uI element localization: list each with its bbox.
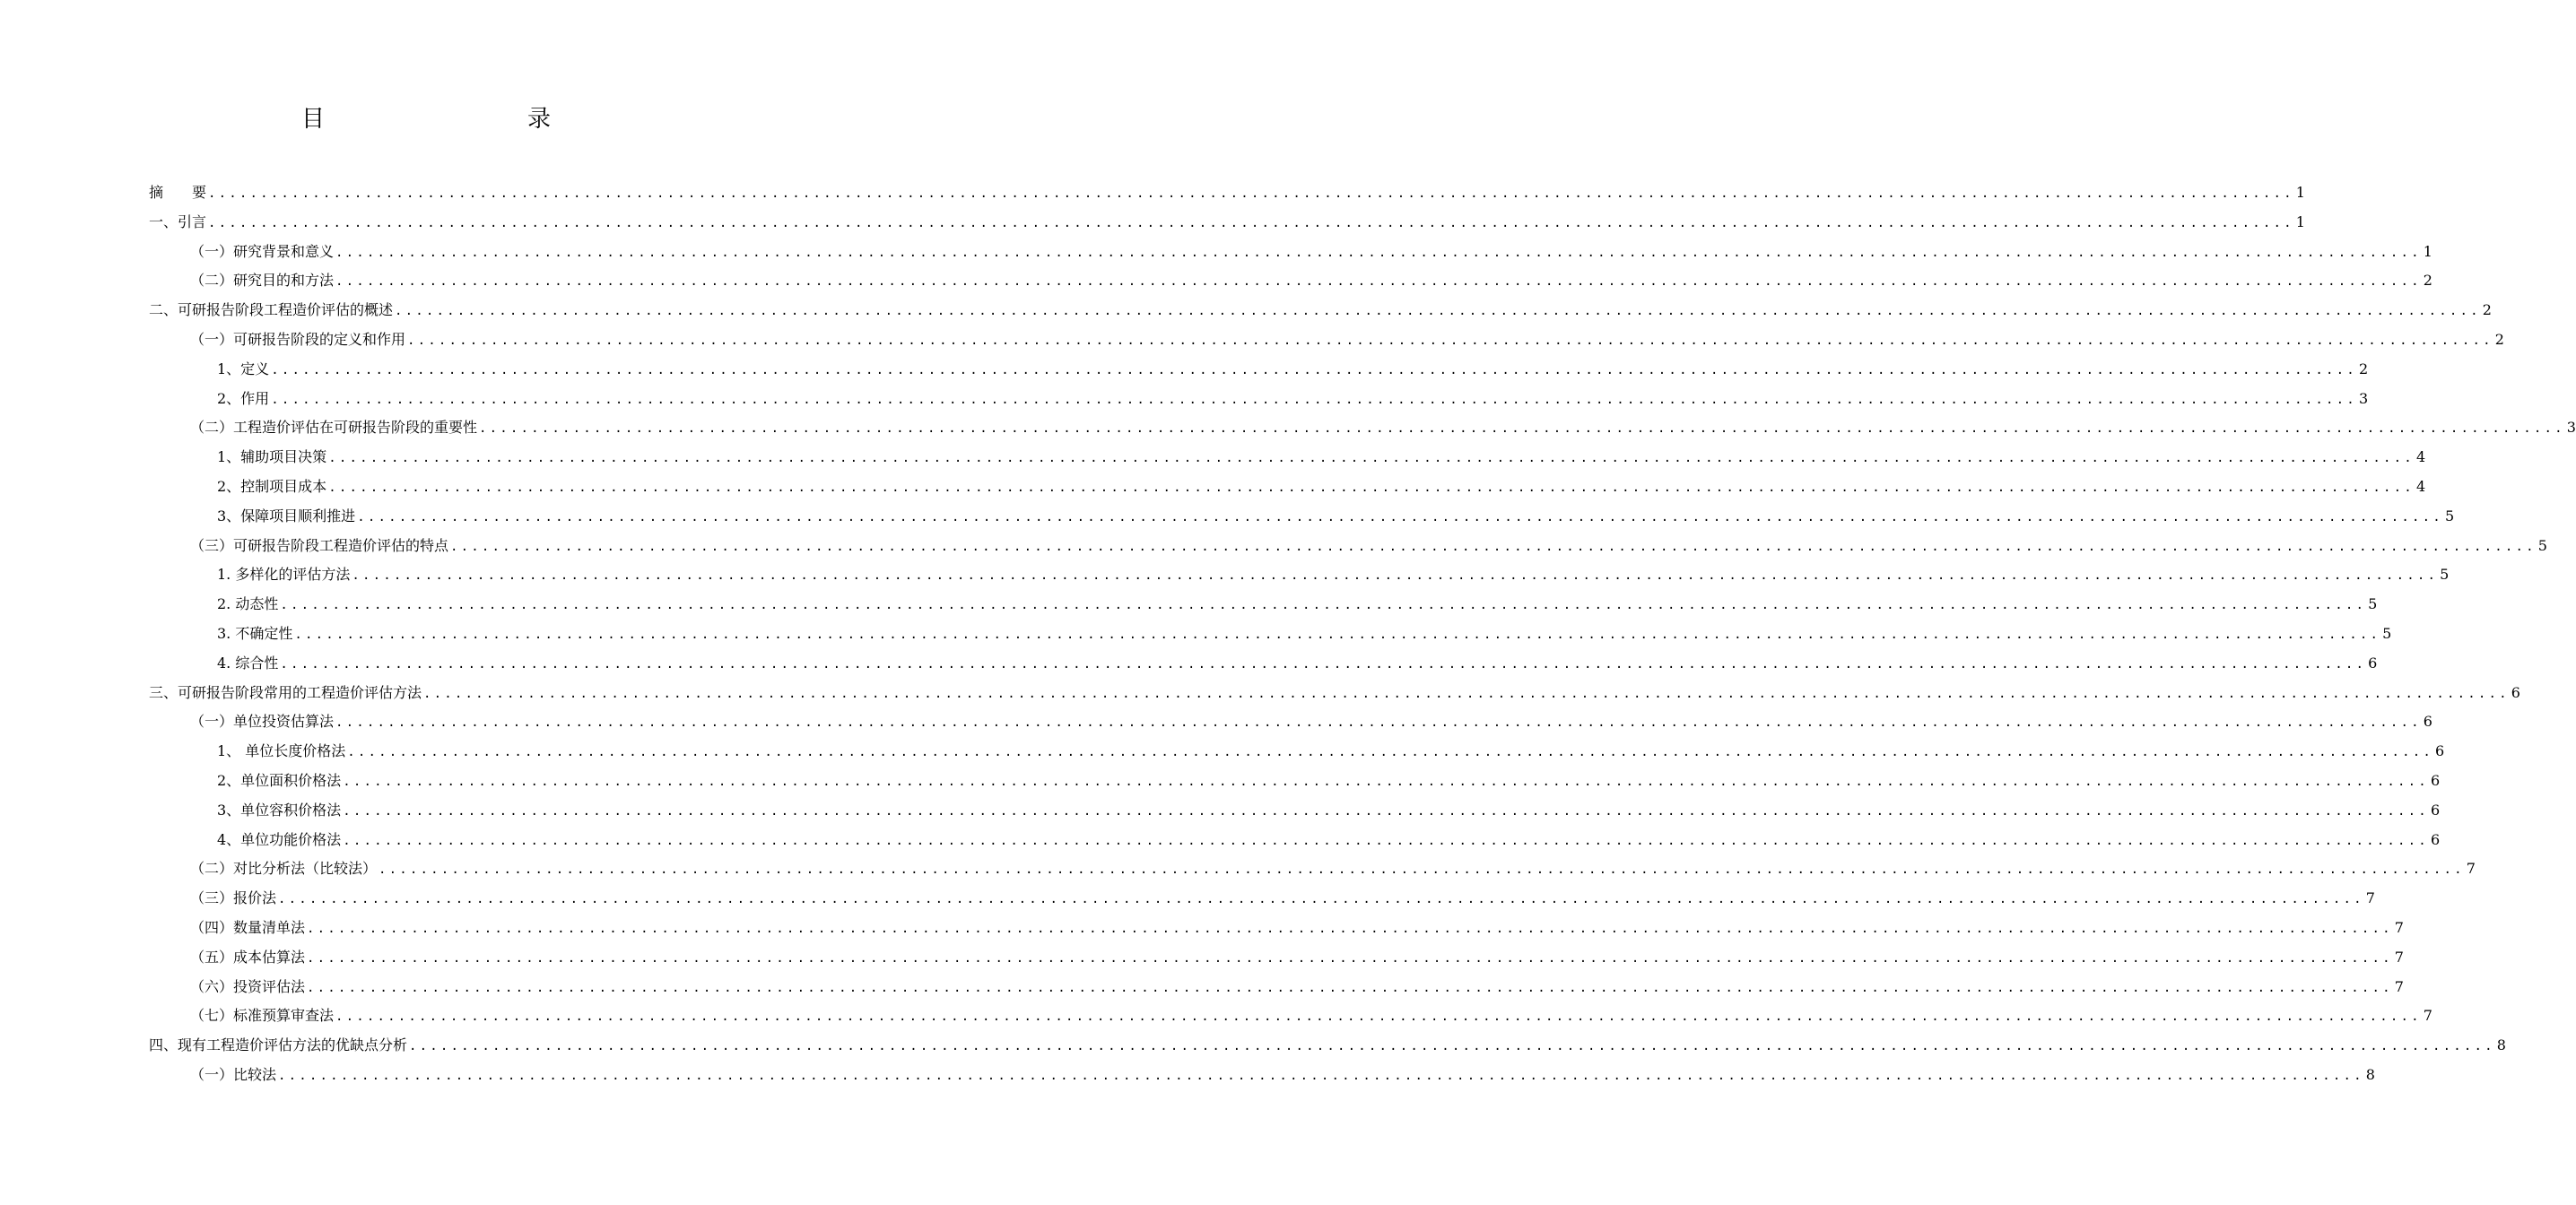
- toc-entry-page: 7: [2394, 948, 2404, 966]
- toc-entry-label: 一、引言: [149, 212, 207, 230]
- toc-entry-label: （五）成本估算法: [190, 948, 306, 966]
- toc-entry-label: （二）对比分析法（比较法）: [190, 860, 378, 878]
- toc-entry[interactable]: [149, 238, 2432, 267]
- toc-entry-page: 1: [2423, 242, 2432, 260]
- toc-leader-dots: ........................................................................................................................................................................................................: [280, 656, 2367, 672]
- toc-entry[interactable]: [149, 355, 2369, 385]
- toc-entry[interactable]: [149, 796, 2441, 826]
- toc-leader-dots: ........................................................................................................................................................................................................: [335, 1010, 2422, 1025]
- toc-entry[interactable]: [149, 826, 2441, 855]
- toc-entry-label: 1. 多样化的评估方法: [217, 566, 351, 584]
- toc-entry[interactable]: [149, 737, 2445, 767]
- toc-entry[interactable]: [149, 767, 2441, 796]
- toc-entry-page: 6: [2423, 713, 2432, 731]
- toc-entry-label: 摘 要: [149, 184, 207, 201]
- toc-entry[interactable]: [149, 502, 2455, 532]
- toc-entry[interactable]: [149, 385, 2369, 414]
- toc-leader-dots: ........................................................................................................................................................................................................: [343, 833, 2429, 848]
- toc-leader-dots: ........................................................................................................................................................................................................: [278, 1068, 2364, 1083]
- toc-entry[interactable]: [149, 325, 2504, 355]
- toc-entry-page: 4: [2415, 448, 2426, 466]
- toc-title: 目 录: [300, 106, 603, 133]
- toc-entry-page: 6: [2430, 771, 2441, 789]
- toc-leader-dots: ........................................................................................................................................................................................................: [294, 627, 2381, 642]
- toc-entry-page: 5: [2537, 536, 2547, 554]
- toc-entry-label: （一）比较法: [190, 1065, 277, 1083]
- toc-leader-dots: ........................................................................................................................................................................................................: [307, 980, 2393, 995]
- toc-entry[interactable]: [149, 560, 2450, 590]
- toc-entry[interactable]: [149, 178, 2305, 208]
- toc-entry-page: 5: [2440, 566, 2450, 584]
- toc-leader-dots: ........................................................................................................................................................................................................: [357, 509, 2443, 524]
- toc-entry-page: 7: [2466, 860, 2476, 878]
- toc-leader-dots: ........................................................................................................................................................................................................: [335, 274, 2422, 290]
- toc-entry-page: 4: [2415, 477, 2426, 495]
- toc-leader-dots: ........................................................................................................................................................................................................: [280, 598, 2367, 613]
- toc-entry[interactable]: [149, 679, 2520, 708]
- toc-entry-label: （四）数量清单法: [190, 918, 306, 936]
- toc-entry-label: 1、定义: [217, 360, 270, 377]
- toc-entry-label: 2、作用: [217, 389, 270, 407]
- toc-leader-dots: ........................................................................................................................................................................................................: [335, 715, 2422, 731]
- toc-entry-page: 2: [2494, 330, 2504, 348]
- toc-entry-label: （二）研究目的和方法: [190, 272, 335, 290]
- toc-entry[interactable]: [149, 973, 2404, 1002]
- toc-leader-dots: ........................................................................................................................................................................................................: [395, 304, 2481, 319]
- toc-leader-dots: ........................................................................................................................................................................................................: [335, 245, 2422, 260]
- toc-entry[interactable]: [149, 413, 2576, 443]
- toc-entry-page: 8: [2365, 1065, 2375, 1083]
- toc-entry[interactable]: [149, 707, 2432, 737]
- toc-leader-dots: ........................................................................................................................................................................................................: [423, 686, 2510, 701]
- toc-entry-page: 7: [2394, 977, 2404, 995]
- toc-leader-dots: ........................................................................................................................................................................................................: [343, 803, 2429, 819]
- toc-entry-label: 3、保障项目顺利推进: [217, 507, 356, 524]
- toc-leader-dots: ........................................................................................................................................................................................................: [328, 480, 2415, 495]
- toc-leader-dots: ........................................................................................................................................................................................................: [409, 1039, 2495, 1054]
- toc-entry-page: 7: [2394, 918, 2404, 936]
- toc-leader-dots: ........................................................................................................................................................................................................: [407, 333, 2493, 348]
- toc-entry[interactable]: [149, 590, 2378, 620]
- toc-entry-page: 2: [2482, 301, 2492, 319]
- toc-entry[interactable]: [149, 854, 2476, 884]
- toc-entry-page: 7: [2365, 889, 2375, 907]
- toc-entry-page: 5: [2382, 624, 2392, 642]
- toc-leader-dots: ........................................................................................................................................................................................................: [479, 421, 2565, 437]
- toc-leader-dots: ........................................................................................................................................................................................................: [352, 568, 2439, 584]
- toc-leader-dots: ........................................................................................................................................................................................................: [347, 745, 2434, 760]
- toc-leader-dots: ........................................................................................................................................................................................................: [271, 392, 2357, 407]
- toc-entry-page: 6: [2430, 801, 2441, 819]
- toc-leader-dots: ........................................................................................................................................................................................................: [278, 892, 2364, 907]
- toc-entry-page: 5: [2368, 595, 2378, 613]
- toc-leader-dots: ........................................................................................................................................................................................................: [343, 774, 2429, 789]
- toc-entry-page: 6: [2511, 683, 2520, 701]
- toc-entry-label: 二、可研报告阶段工程造价评估的概述: [149, 301, 394, 319]
- toc-entry-page: 2: [2358, 360, 2369, 377]
- toc-leader-dots: ........................................................................................................................................................................................................: [271, 362, 2357, 377]
- toc-entry-page: 6: [2368, 654, 2378, 672]
- toc-leader-dots: ........................................................................................................................................................................................................: [208, 215, 2294, 230]
- toc-leader-dots: ........................................................................................................................................................................................................: [307, 921, 2393, 936]
- toc-entry-label: 4、单位功能价格法: [217, 830, 342, 848]
- toc-leader-dots: ........................................................................................................................................................................................................: [450, 539, 2537, 554]
- toc-entry[interactable]: [149, 914, 2404, 943]
- toc-entry-label: （三）报价法: [190, 889, 277, 907]
- toc-entry-page: 2: [2423, 272, 2432, 290]
- toc-entry-label: 4. 综合性: [217, 654, 279, 672]
- toc-entry-label: （三）可研报告阶段工程造价评估的特点: [190, 536, 449, 554]
- toc-entry-page: 7: [2423, 1007, 2432, 1025]
- toc-entry-label: 2. 动态性: [217, 595, 279, 613]
- toc-entry[interactable]: [149, 1061, 2375, 1090]
- toc-entry-page: 3: [2358, 389, 2369, 407]
- table-of-contents: [149, 178, 2576, 1090]
- toc-entry[interactable]: [149, 943, 2404, 973]
- toc-entry-label: （一）研究背景和意义: [190, 242, 335, 260]
- toc-entry-label: 3、单位容积价格法: [217, 801, 342, 819]
- toc-entry-page: 8: [2496, 1036, 2506, 1054]
- toc-entry[interactable]: [149, 884, 2375, 914]
- toc-entry[interactable]: [149, 1031, 2506, 1061]
- toc-entry[interactable]: [149, 208, 2305, 238]
- toc-entry-label: （六）投资评估法: [190, 977, 306, 995]
- toc-entry-page: 6: [2435, 742, 2445, 760]
- toc-entry[interactable]: [149, 472, 2426, 502]
- toc-entry-page: 3: [2566, 419, 2576, 437]
- toc-leader-dots: ........................................................................................................................................................................................................: [328, 451, 2415, 466]
- toc-entry[interactable]: [149, 649, 2378, 679]
- toc-entry-label: （一）可研报告阶段的定义和作用: [190, 330, 406, 348]
- toc-entry-label: （一）单位投资估算法: [190, 713, 335, 731]
- toc-entry-label: 1、辅助项目决策: [217, 448, 327, 466]
- toc-entry-page: 6: [2430, 830, 2441, 848]
- toc-entry-label: （二）工程造价评估在可研报告阶段的重要性: [190, 419, 478, 437]
- toc-entry-label: 三、可研报告阶段常用的工程造价评估方法: [149, 683, 422, 701]
- toc-entry-page: 1: [2295, 212, 2305, 230]
- toc-entry-page: 5: [2444, 507, 2455, 524]
- toc-leader-dots: ........................................................................................................................................................................................................: [208, 186, 2294, 201]
- toc-entry[interactable]: [149, 266, 2432, 296]
- toc-entry-label: 四、现有工程造价评估方法的优缺点分析: [149, 1036, 408, 1054]
- toc-entry[interactable]: [149, 532, 2547, 561]
- toc-entry-label: 3. 不确定性: [217, 624, 293, 642]
- toc-entry[interactable]: [149, 296, 2492, 325]
- toc-entry-label: 1、 单位长度价格法: [217, 742, 346, 760]
- toc-entry-label: 2、单位面积价格法: [217, 771, 342, 789]
- toc-entry-label: （七）标准预算审查法: [190, 1007, 335, 1025]
- toc-leader-dots: ........................................................................................................................................................................................................: [379, 863, 2465, 878]
- toc-entry-label: 2、控制项目成本: [217, 477, 327, 495]
- toc-entry[interactable]: [149, 443, 2426, 472]
- toc-entry[interactable]: [149, 1001, 2432, 1031]
- toc-entry[interactable]: [149, 620, 2392, 649]
- toc-leader-dots: ........................................................................................................................................................................................................: [307, 950, 2393, 966]
- toc-entry-page: 1: [2295, 184, 2305, 201]
